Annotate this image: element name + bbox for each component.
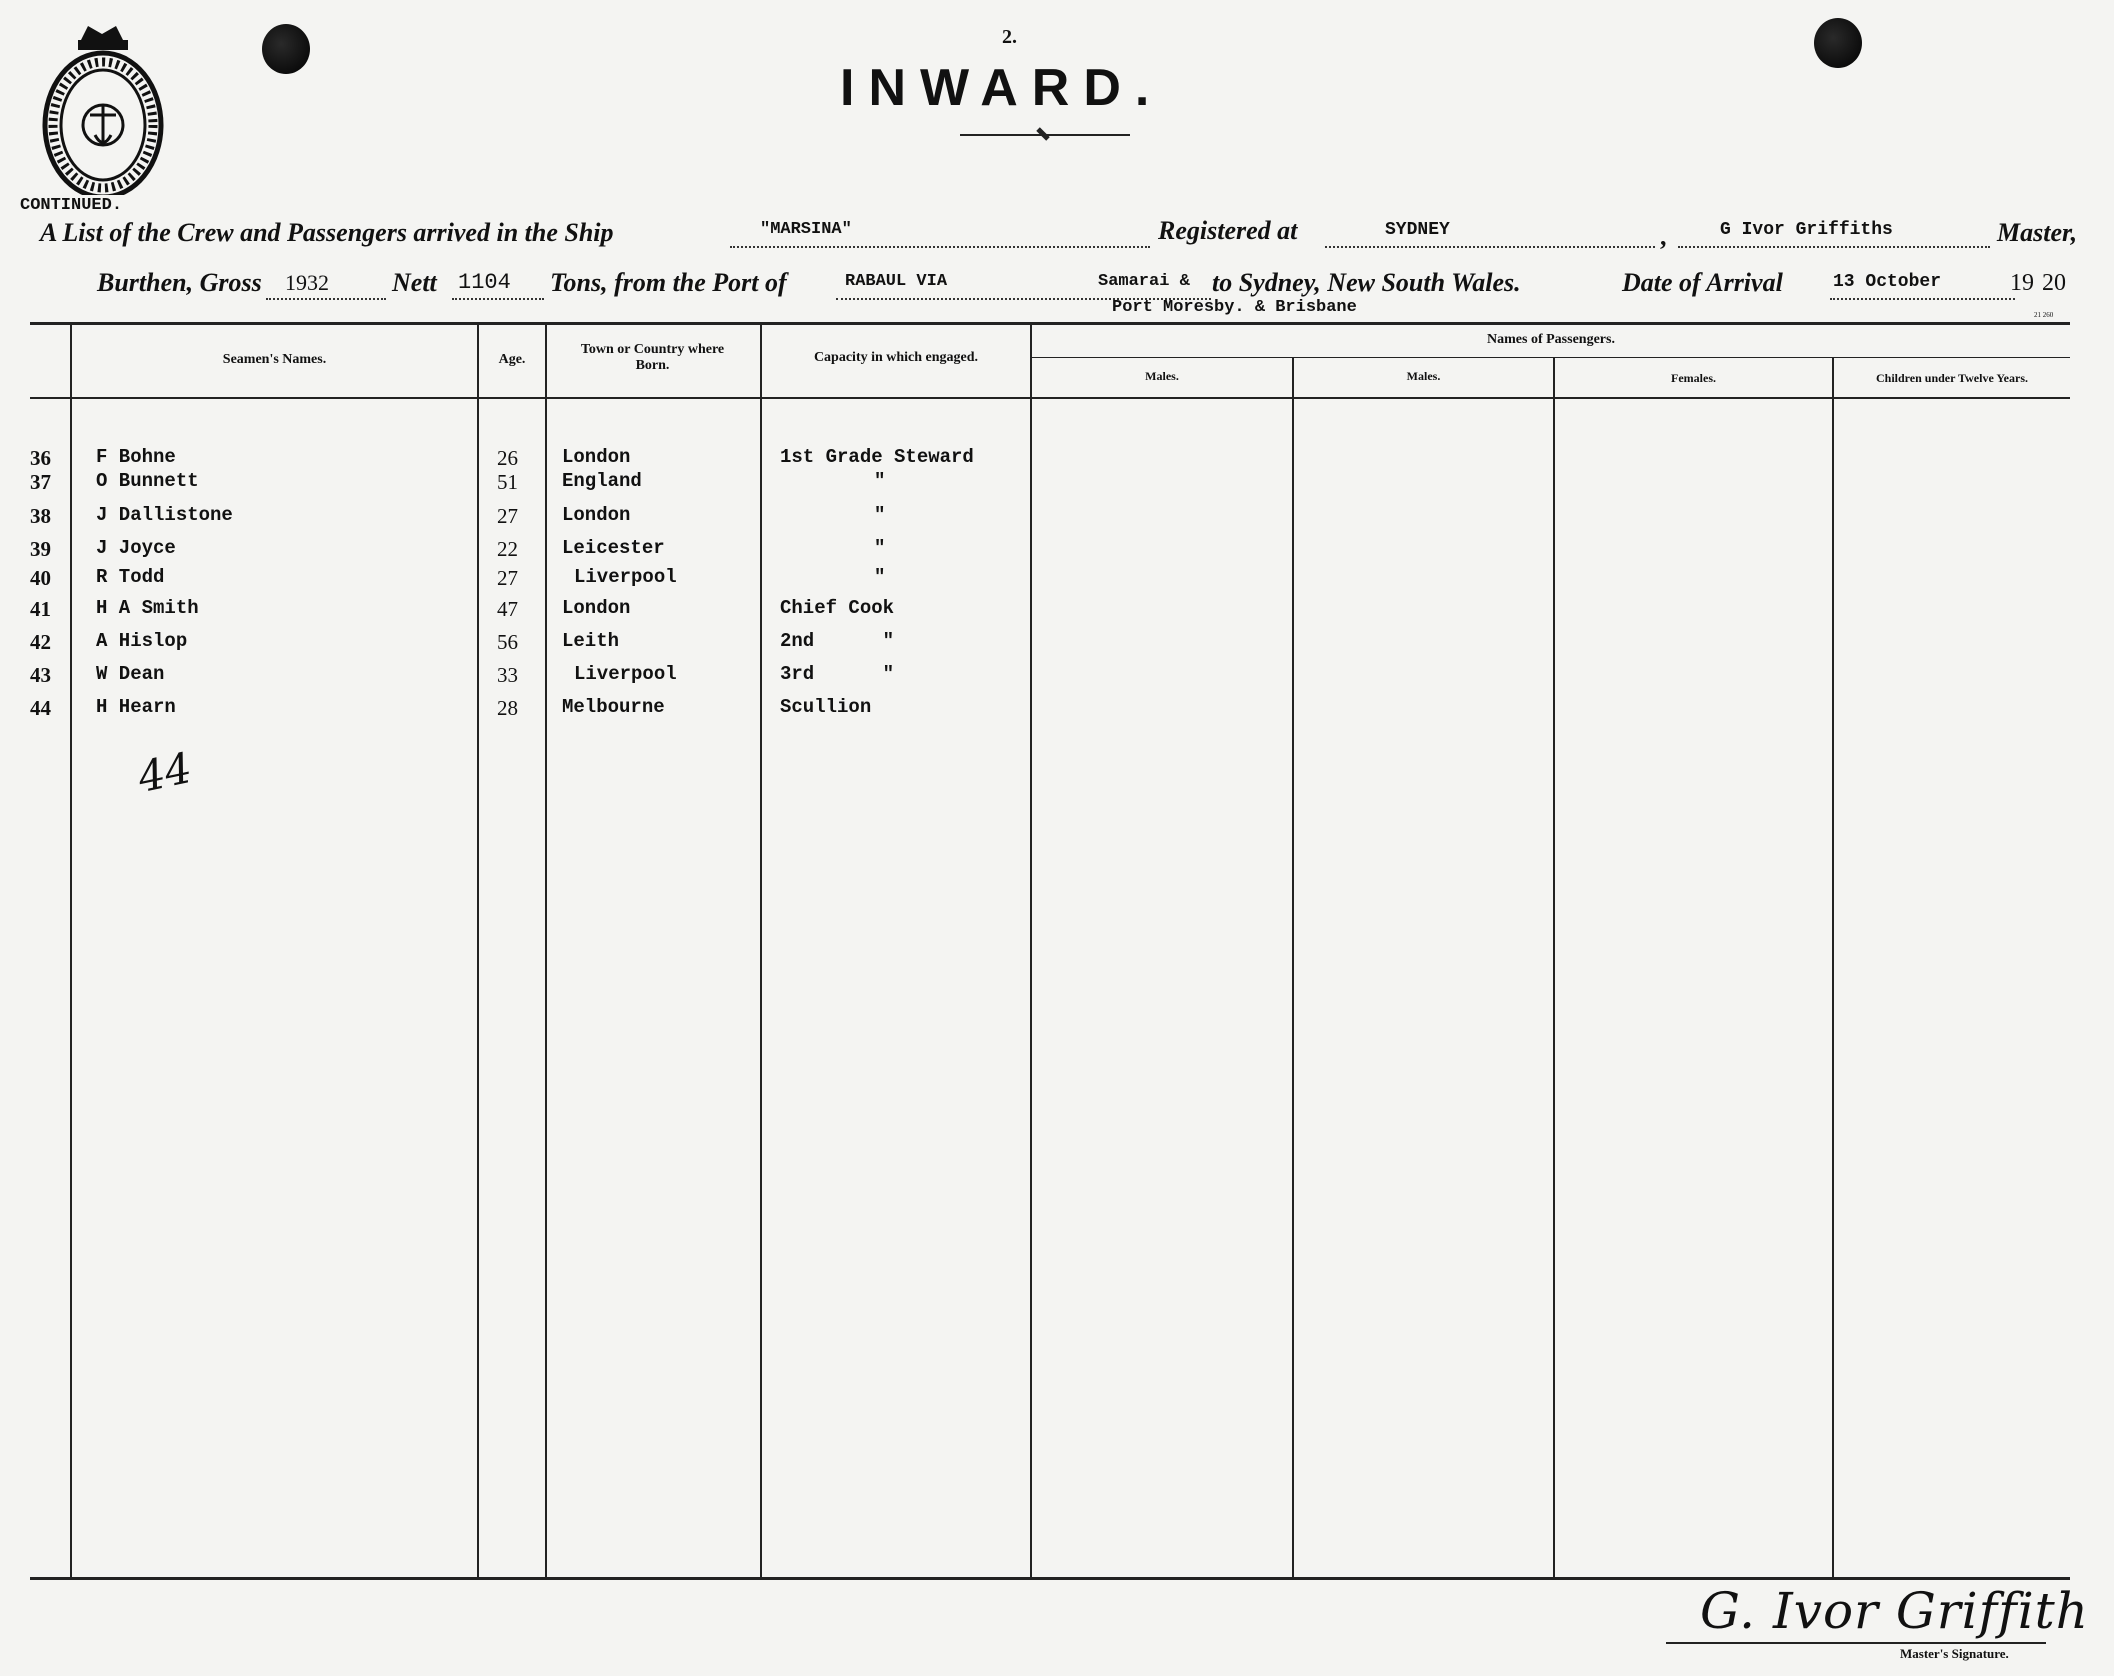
- header-males-2: Males.: [1406, 369, 1441, 383]
- continued-mark: CONTINUED.: [20, 196, 123, 215]
- header-males-1: Males.: [1145, 369, 1179, 383]
- arrival-date: 13 October: [1833, 272, 1942, 292]
- passenger-subheader-rule: [1032, 357, 2070, 358]
- row-number: 36: [30, 446, 51, 470]
- seaman-birthplace: England: [562, 470, 642, 492]
- registry-seal: [40, 20, 165, 195]
- nett-label: Nett: [392, 268, 437, 297]
- year-suffix: 20: [2042, 270, 2066, 296]
- departure-port-line2: Port Moresby. & Brisbane: [1112, 298, 1357, 317]
- seaman-birthplace: Melbourne: [562, 696, 665, 718]
- gross-tons: 1932: [285, 270, 329, 295]
- seaman-age: 56: [497, 630, 518, 654]
- signature-label: Master's Signature.: [1900, 1646, 2009, 1661]
- seaman-name: J Joyce: [96, 537, 176, 559]
- punch-hole-right: [1814, 18, 1862, 68]
- crew-total: 44: [133, 742, 196, 803]
- seaman-birthplace: Leicester: [562, 537, 665, 559]
- seaman-age: 27: [497, 504, 518, 528]
- destination-label: to Sydney, New South Wales.: [1212, 268, 1521, 297]
- departure-port-cont: Samarai &: [1098, 272, 1190, 291]
- arrival-date-field: [1830, 296, 2015, 300]
- seaman-capacity: ": [874, 566, 886, 588]
- col-rule-1: [70, 324, 72, 1577]
- seaman-capacity: ": [874, 504, 886, 526]
- seaman-capacity: Scullion: [780, 696, 872, 718]
- col-rule-8: [1832, 358, 1834, 1577]
- nett-tons: 1104: [458, 270, 511, 295]
- col-rule-3: [545, 324, 547, 1577]
- table-bottom-rule: [30, 1577, 2070, 1580]
- form-number: 21 260: [2034, 311, 2054, 319]
- col-rule-6: [1292, 358, 1294, 1577]
- seaman-birthplace: Liverpool: [574, 566, 677, 588]
- seaman-age: 28: [497, 696, 518, 720]
- comma: ,: [1660, 222, 1667, 251]
- row-number: 43: [30, 663, 51, 687]
- master-label: Master,: [1997, 218, 2078, 247]
- page-title: INWARD.: [840, 59, 1164, 117]
- arrival-date-label: Date of Arrival: [1622, 268, 1783, 297]
- signature-rule: [1666, 1642, 2046, 1644]
- seaman-birthplace: London: [562, 446, 631, 468]
- col-rule-5: [1030, 324, 1032, 1577]
- seaman-age: 27: [497, 566, 518, 590]
- seaman-age: 47: [497, 597, 518, 621]
- seaman-age: 22: [497, 537, 518, 561]
- row-number: 38: [30, 504, 51, 528]
- seaman-capacity: ": [874, 470, 886, 492]
- row-number: 39: [30, 537, 51, 561]
- row-number: 42: [30, 630, 51, 654]
- header-capacity: Capacity in which engaged.: [813, 350, 979, 365]
- ship-name-field: [730, 244, 1150, 248]
- seaman-name: W Dean: [96, 663, 165, 685]
- tons-label: Tons, from the Port of: [550, 268, 787, 297]
- header-born: Town or Country where Born.: [580, 342, 725, 373]
- departure-port: RABAUL VIA: [845, 272, 948, 291]
- header-children: Children under Twelve Years.: [1875, 371, 2028, 385]
- year-prefix: 19: [2010, 270, 2034, 296]
- seaman-name: F Bohne: [96, 446, 176, 468]
- seaman-name: R Todd: [96, 566, 165, 588]
- row-number: 44: [30, 696, 51, 720]
- burthen-label: Burthen, Gross: [97, 268, 262, 297]
- ship-name: "MARSINA": [760, 220, 852, 239]
- seaman-name: A Hislop: [96, 630, 188, 652]
- seaman-capacity: Chief Cook: [780, 597, 895, 619]
- master-name: G Ivor Griffiths: [1720, 220, 1893, 240]
- seaman-name: H Hearn: [96, 696, 176, 718]
- seaman-name: H A Smith: [96, 597, 199, 619]
- nett-field: [452, 296, 544, 300]
- seaman-birthplace: Leith: [562, 630, 620, 652]
- seaman-birthplace: Liverpool: [574, 663, 677, 685]
- registered-port: SYDNEY: [1385, 220, 1450, 240]
- master-signature: G. Ivor Griffith: [1700, 1582, 2089, 1640]
- seaman-capacity: 1st Grade Steward: [780, 446, 974, 468]
- registered-label: Registered at: [1158, 216, 1298, 245]
- col-rule-4: [760, 324, 762, 1577]
- header-passengers: Names of Passengers.: [1487, 332, 1615, 347]
- seaman-age: 51: [497, 470, 518, 494]
- seaman-capacity: 2nd ": [780, 630, 895, 652]
- header-age: Age.: [498, 352, 526, 367]
- seaman-birthplace: London: [562, 504, 631, 526]
- col-rule-2: [477, 324, 479, 1577]
- seaman-age: 33: [497, 663, 518, 687]
- seaman-birthplace: London: [562, 597, 631, 619]
- header-females: Females.: [1671, 371, 1716, 385]
- gross-field: [266, 296, 386, 300]
- master-field: [1678, 244, 1990, 248]
- seaman-capacity: 3rd ": [780, 663, 895, 685]
- crew-list-heading: A List of the Crew and Passengers arrived in the Ship: [40, 218, 614, 247]
- row-number: 37: [30, 470, 51, 494]
- seaman-age: 26: [497, 446, 518, 470]
- seaman-name: O Bunnett: [96, 470, 199, 492]
- table-top-rule: [30, 322, 2070, 325]
- punch-hole-left: [262, 24, 310, 74]
- seaman-name: J Dallistone: [96, 504, 233, 526]
- page-number: 2.: [1002, 26, 1017, 48]
- row-number: 41: [30, 597, 51, 621]
- seaman-capacity: ": [874, 537, 886, 559]
- row-number: 40: [30, 566, 51, 590]
- header-names: Seamen's Names.: [222, 352, 327, 367]
- col-rule-7: [1553, 358, 1555, 1577]
- header-bottom-rule: [30, 397, 2070, 399]
- registered-field: [1325, 244, 1655, 248]
